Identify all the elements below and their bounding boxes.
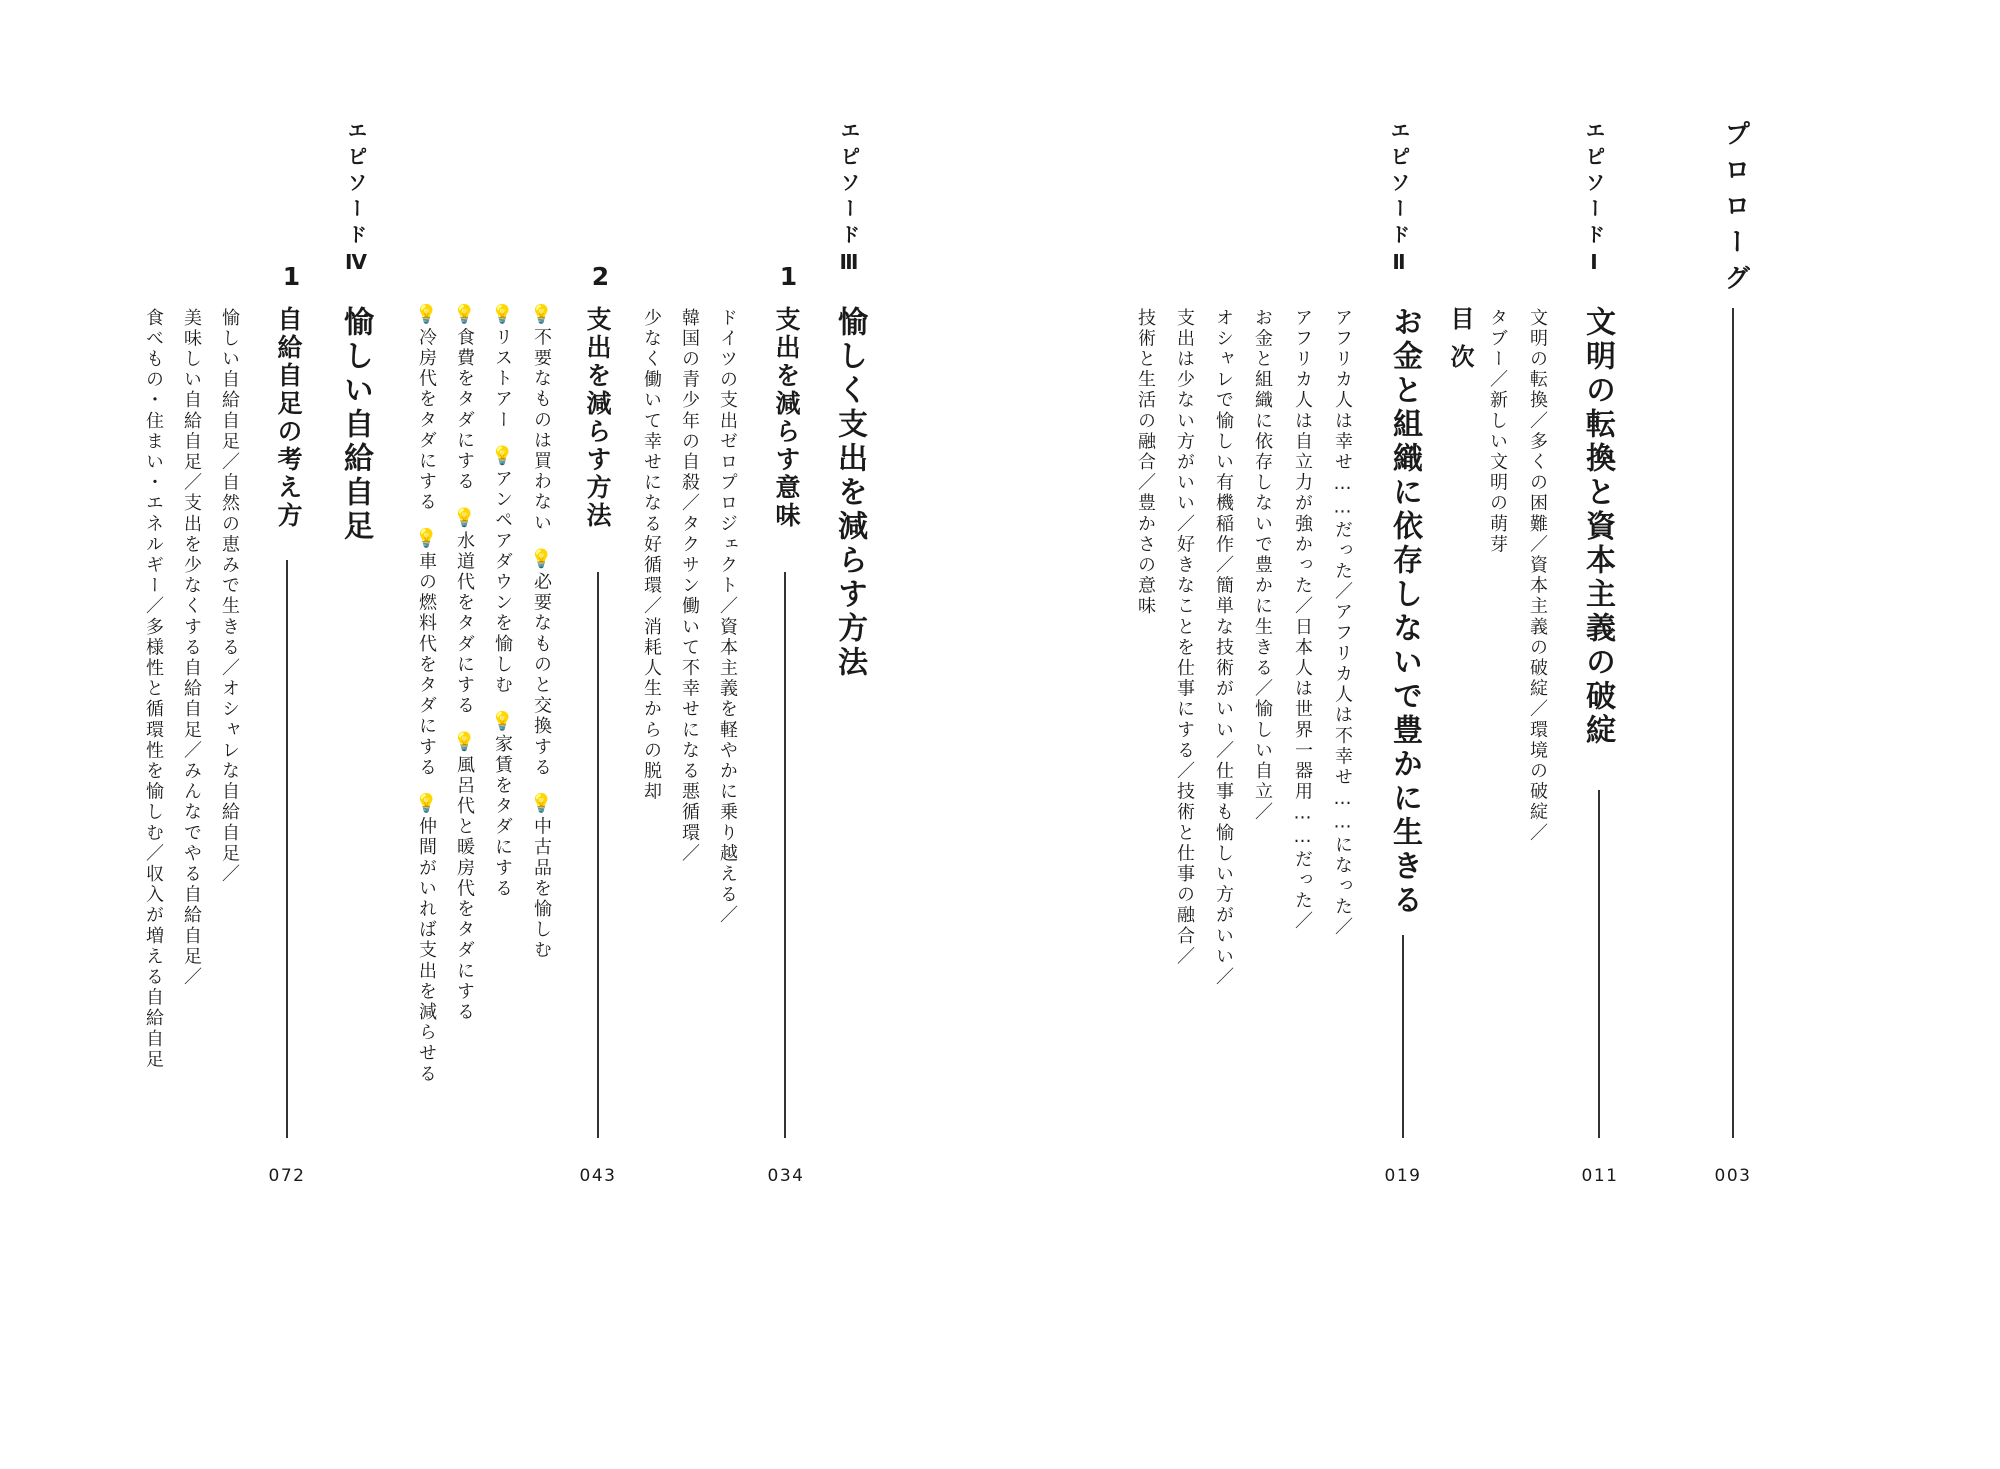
episode4-section1-page: 072 [268,1166,306,1186]
lightbulb-icon: 💡 [416,526,437,552]
prologue-page: 003 [1714,1166,1752,1186]
lightbulb-icon: 💡 [454,730,475,755]
lightbulb-icon: 💡 [492,303,513,328]
episode2-line: オシャレで愉しい有機稲作／簡単な技術がいい／仕事も愉しい方がいい／ [1213,308,1234,988]
bullet-item: 水道代をタダにする [454,530,475,717]
section2-leader-rule [597,572,599,1138]
bullet-column [455,303,473,1023]
section-number: 1 [277,262,306,291]
section-number: 2 [586,262,615,291]
lightbulb-icon: 💡 [492,709,513,735]
section-line: 愉しい自給自足／自然の恵みで生きる／オシャレな自給自足／ [219,308,240,885]
episode1-line: タブー／新しい文明の萌芽 [1487,308,1508,556]
episode2-leader-rule [1402,935,1404,1138]
bullet-item: 車の燃料代をタダにする [416,551,437,779]
bullet-item: 中古品を愉しむ [531,816,552,961]
section2-page: 043 [579,1166,617,1186]
episode1-page: 011 [1581,1166,1619,1186]
bullet-item: リストアー [492,327,513,431]
lightbulb-icon: 💡 [492,444,513,470]
section-line: 美味しい自給自足／支出を少なくする自給自足／みんなでやる自給自足／ [181,308,202,988]
episode2-label: エピソードⅡ [1387,120,1411,280]
section-number: 1 [774,262,803,291]
bullet-item: 不要なものは買わない [531,327,552,534]
episode1-leader-rule [1598,790,1600,1138]
bullet-column [532,303,550,961]
episode3-section2-title[interactable]: 支出を減らす方法 [583,306,612,530]
episode1-label: エピソードⅠ [1582,120,1606,280]
bullet-column [417,303,435,1085]
episode2-line: アフリカ人は自立力が強かった／日本人は世界一器用……だった／ [1292,308,1313,932]
lightbulb-icon: 💡 [416,792,437,817]
episode3-section1-title[interactable]: 支出を減らす意味 [772,306,801,530]
episode2-line: 支出は少ない方がいい／好きなことを仕事にする／技術と仕事の融合／ [1174,308,1195,968]
bullet-column [493,303,511,899]
bullet-item: 家賃をタダにする [492,734,513,900]
lightbulb-icon: 💡 [531,792,552,817]
section1-leader-rule [784,572,786,1138]
episode3-title[interactable]: 愉しく支出を減らす方法 [832,306,867,680]
bullet-item: 冷房代をタダにする [416,327,437,513]
lightbulb-icon: 💡 [531,303,552,328]
prologue-title[interactable]: プロローグ [1720,120,1750,300]
episode1-line: 文明の転換／多くの困難／資本主義の破綻／環境の破綻／ [1527,308,1548,844]
section-line: 少なく働いて幸せになる好循環／消耗人生からの脱却 [641,308,662,803]
section1-page: 034 [767,1166,805,1186]
bullet-item: 必要なものと交換する [531,572,552,779]
lightbulb-icon: 💡 [416,303,437,328]
section-line: 韓国の青少年の自殺／タクサン働いて不幸せになる悪循環／ [679,308,700,865]
toc-title: 目次 [1446,306,1474,382]
bullet-item: 風呂代と暖房代をタダにする [454,754,475,1023]
episode2-line: お金と組織に依存しないで豊かに生きる／愉しい自立／ [1252,308,1273,823]
bullet-item: 食費をタダにする [454,327,475,493]
episode4-section1-title[interactable]: 自給自足の考え方 [274,306,303,530]
episode2-page: 019 [1384,1166,1422,1186]
bullet-item: アンペアダウンを愉しむ [492,469,513,696]
episode2-title[interactable]: お金と組織に依存しないで豊かに生きる [1387,306,1422,918]
episode1-title[interactable]: 文明の転換と資本主義の破綻 [1580,306,1615,748]
lightbulb-icon: 💡 [454,303,475,328]
episode4-section1-leader-rule [286,560,288,1138]
episode3-label: エピソードⅢ [837,120,861,280]
bullet-item: 仲間がいれば支出を減らせる [416,816,437,1085]
lightbulb-icon: 💡 [531,547,552,573]
section-line: 食べもの・住まい・エネルギー／多様性と循環性を愉しむ／収入が増える自給自足 [143,308,164,1071]
episode4-label: エピソードⅣ [344,120,368,280]
episode2-line: 技術と生活の融合／豊かさの意味 [1135,308,1156,617]
lightbulb-icon: 💡 [454,506,475,531]
episode2-line: アフリカ人は幸せ……だった／アフリカ人は不幸せ……になった／ [1332,308,1353,938]
prologue-leader-rule [1732,308,1734,1138]
episode4-title[interactable]: 愉しい自給自足 [338,306,373,544]
section-line: ドイツの支出ゼロプロジェクト／資本主義を軽やかに乗り越える／ [717,308,738,926]
